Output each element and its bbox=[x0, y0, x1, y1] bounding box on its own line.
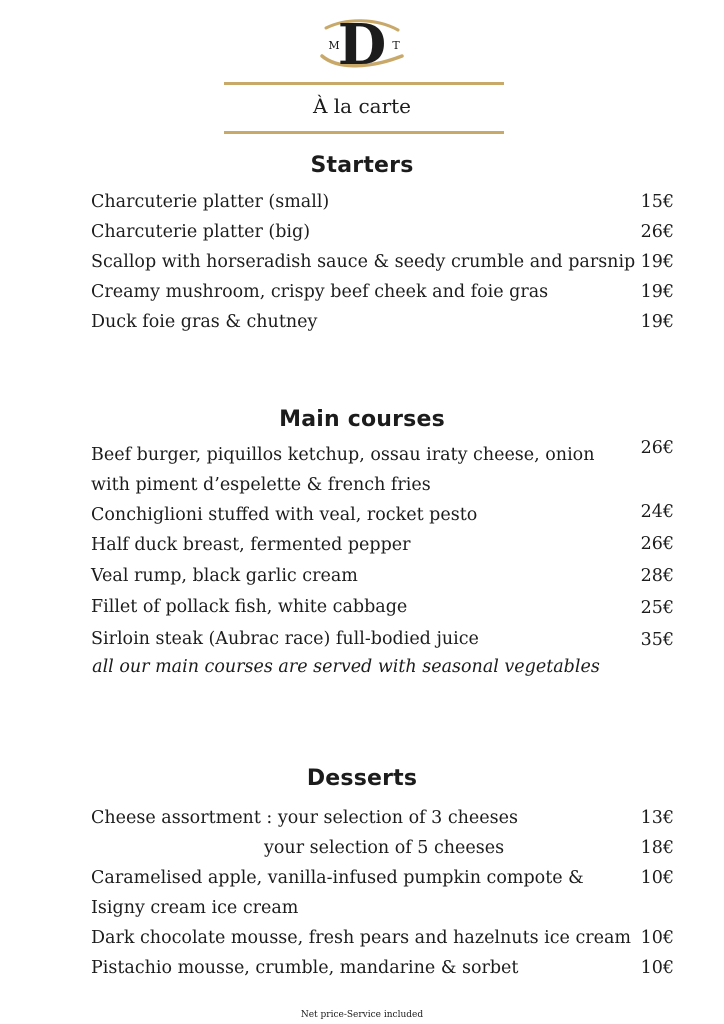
menu-item-price: 24€ bbox=[640, 502, 674, 522]
section-title-main-courses: Main courses bbox=[279, 407, 445, 432]
menu-item-price: 10€ bbox=[640, 928, 674, 948]
menu-item-price: 35€ bbox=[640, 630, 674, 650]
section-title-desserts: Desserts bbox=[306, 766, 418, 791]
menu-item-name: Creamy mushroom, crispy beef cheek and foie gras bbox=[91, 282, 549, 302]
menu-item-name: Half duck breast, fermented pepper bbox=[91, 535, 411, 555]
menu-item-price: 26€ bbox=[640, 222, 674, 242]
menu-item-price: 28€ bbox=[640, 566, 674, 586]
divider-top bbox=[224, 82, 504, 85]
menu-item-price: 26€ bbox=[640, 534, 674, 554]
menu-item-name: Charcuterie platter (small) bbox=[91, 192, 330, 212]
menu-item-name: Sirloin steak (Aubrac race) full-bodied juice bbox=[91, 629, 479, 649]
menu-item-price: 25€ bbox=[640, 598, 674, 618]
section-title-starters: Starters bbox=[310, 153, 414, 178]
menu-item-name: your selection of 5 cheeses bbox=[264, 838, 505, 858]
menu-item-name: Cheese assortment : your selection of 3 cheeses bbox=[91, 808, 518, 828]
menu-item-name: Caramelised apple, vanilla-infused pumpkin compote & Isigny cream ice cream bbox=[91, 868, 584, 918]
logo-letter-t: T bbox=[392, 39, 400, 52]
menu-item-price: 26€ bbox=[640, 438, 674, 458]
menu-item-name: Dark chocolate mousse, fresh pears and hazelnuts ice cream bbox=[91, 928, 632, 948]
menu-item-name: Beef burger, piquillos ketchup, ossau iraty cheese, onion with piment d’espelette & french fries bbox=[91, 445, 595, 495]
menu-item-name: Charcuterie platter (big) bbox=[91, 222, 311, 242]
menu-item-price: 19€ bbox=[640, 282, 674, 302]
main-courses-note: all our main courses are served with seasonal vegetables bbox=[92, 657, 600, 677]
menu-item-price: 19€ bbox=[640, 252, 674, 272]
menu-item-price: 13€ bbox=[640, 808, 674, 828]
menu-item-name: Veal rump, black garlic cream bbox=[91, 566, 358, 586]
menu-item-name: Duck foie gras & chutney bbox=[91, 312, 318, 332]
menu-item-price: 10€ bbox=[640, 958, 674, 978]
menu-item-name: Conchiglioni stuffed with veal, rocket pesto bbox=[91, 505, 478, 525]
logo-letter-m: M bbox=[328, 39, 340, 52]
menu-item-price: 19€ bbox=[640, 312, 674, 332]
menu-item-name: Scallop with horseradish sauce & seedy crumble and parsnip bbox=[91, 252, 636, 272]
menu-item-price: 18€ bbox=[640, 838, 674, 858]
menu-item-name: Fillet of pollack fish, white cabbage bbox=[91, 597, 408, 617]
menu-item-price: 10€ bbox=[640, 868, 674, 888]
menu-subtitle: À la carte bbox=[312, 94, 412, 118]
menu-item-price: 15€ bbox=[640, 192, 674, 212]
logo-letter-d: D bbox=[337, 12, 387, 72]
restaurant-logo bbox=[316, 12, 408, 72]
footer-note: Net price-Service included bbox=[300, 1010, 424, 1020]
divider-bottom bbox=[224, 131, 504, 134]
menu-item-name: Pistachio mousse, crumble, mandarine & sorbet bbox=[91, 958, 519, 978]
